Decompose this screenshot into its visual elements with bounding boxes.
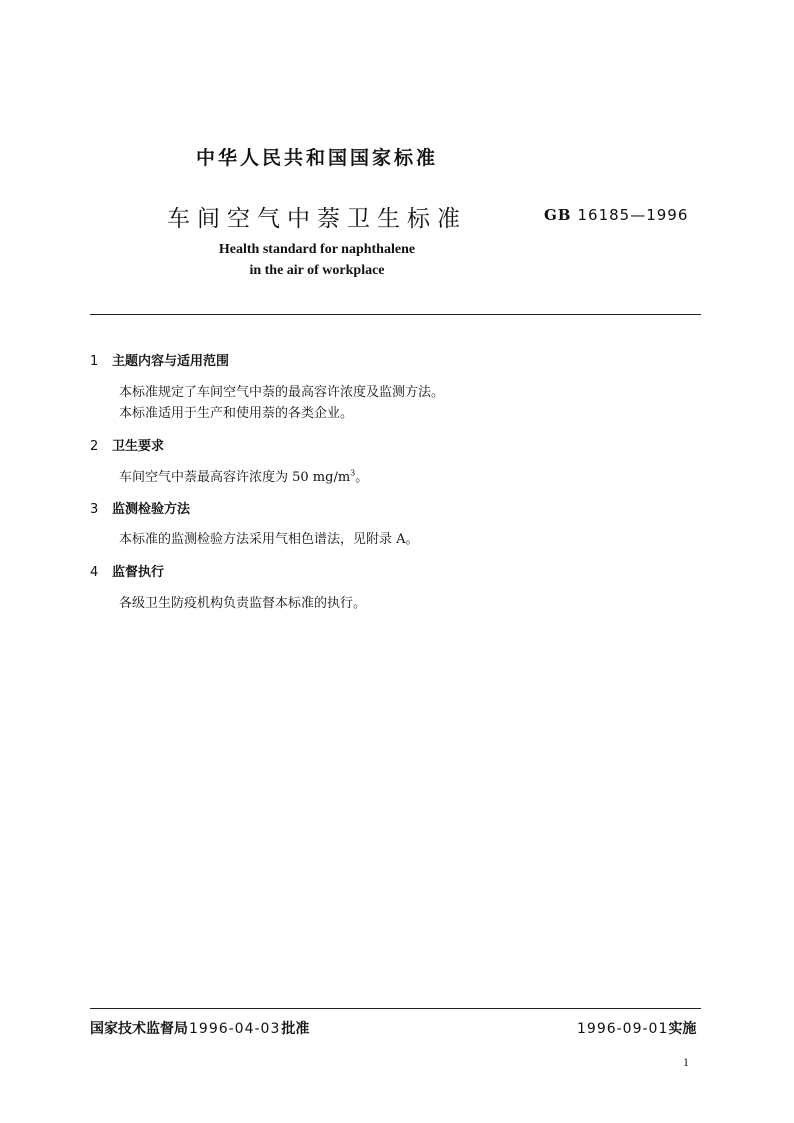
effective-date: 1996-09-01 — [577, 1021, 669, 1037]
section-1-heading — [90, 350, 229, 369]
header-divider — [90, 314, 701, 315]
standard-code — [544, 206, 688, 224]
document-title: 车间空气中萘卫生标准 — [167, 206, 467, 232]
section-number: 3 — [90, 502, 99, 517]
national-standard-label: 中华人民共和国国家标准 — [195, 147, 438, 169]
page-number: 1 — [683, 1055, 689, 1069]
effective-line — [577, 1018, 696, 1038]
approval-org: 国家技术监督局 — [90, 1021, 188, 1037]
section-1-paragraph-1: 本标准规定了车间空气中萘的最高容许浓度及监测方法。 — [119, 385, 445, 400]
section-number: 1 — [90, 354, 99, 369]
standard-code-prefix: GB — [544, 206, 572, 224]
english-title-line-2: in the air of workplace — [249, 263, 385, 278]
section-title: 监测检验方法 — [112, 502, 191, 517]
section-1-paragraph-2: 本标准适用于生产和使用萘的各类企业。 — [119, 406, 354, 421]
section-4-paragraph: 各级卫生防疫机构负责监督本标准的执行。 — [119, 596, 367, 611]
sentence-end: 。 — [355, 470, 369, 485]
section-2-paragraph — [119, 466, 368, 485]
concentration-text: 车间空气中萘最高容许浓度为 50 mg/m — [119, 470, 351, 485]
section-number: 2 — [90, 439, 99, 454]
approval-line — [90, 1018, 309, 1038]
section-4-heading — [90, 561, 164, 580]
footer-divider — [90, 1008, 701, 1009]
section-3-heading — [90, 498, 190, 517]
section-title: 主题内容与适用范围 — [112, 354, 230, 369]
approval-label: 批准 — [281, 1021, 310, 1037]
section-number: 4 — [90, 565, 99, 580]
section-title: 监督执行 — [112, 565, 165, 580]
approval-date: 1996-04-03 — [189, 1021, 281, 1037]
section-3-paragraph: 本标准的监测检验方法采用气相色谱法，见附录 A。 — [119, 532, 419, 547]
standard-code-number: 16185—1996 — [577, 206, 689, 224]
effective-label: 实施 — [668, 1021, 697, 1037]
english-title-line-1: Health standard for naphthalene — [218, 242, 416, 257]
section-title: 卫生要求 — [112, 439, 165, 454]
section-2-heading — [90, 435, 164, 454]
unit-superscript: 3 — [350, 468, 356, 478]
